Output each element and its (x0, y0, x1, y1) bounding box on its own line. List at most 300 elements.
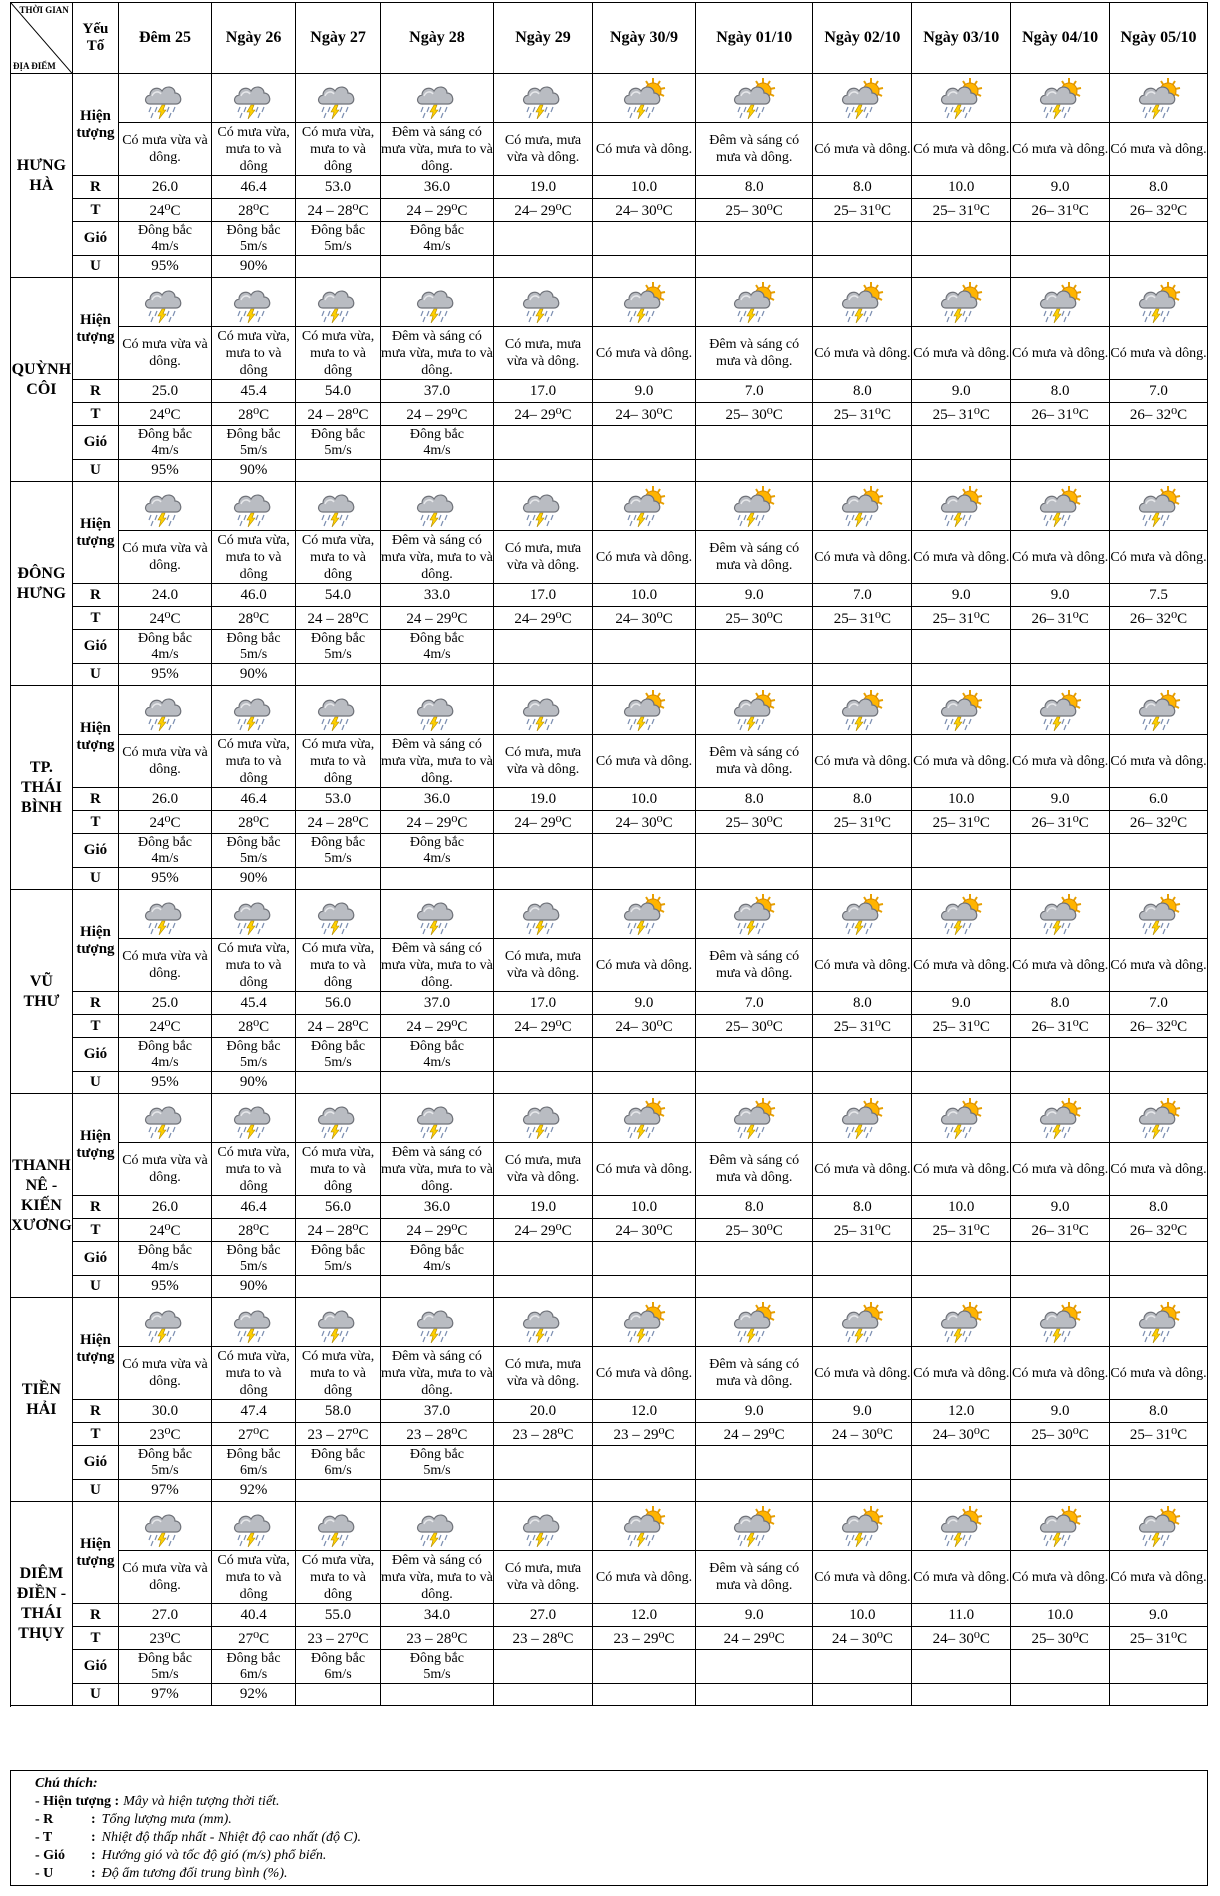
wind-cell-0 (119, 222, 212, 256)
legend (10, 1770, 1208, 1886)
sun-storm-icon (937, 280, 985, 324)
icon-cell-4 (494, 890, 593, 939)
icon-cell-0 (119, 1298, 212, 1347)
wind-speed: 4m/s (151, 1054, 179, 1070)
loc-5-temp-row (11, 1219, 1208, 1242)
icon-cell-8 (912, 74, 1011, 123)
wind-cell-1 (211, 834, 295, 868)
desc-cell-4: Có mưa, mưa vừa và dông. (494, 735, 593, 788)
sun-storm-icon (730, 76, 778, 120)
desc-cell-5: Có mưa và dông. (592, 1551, 695, 1604)
loc-6-humidity-row (11, 1480, 1208, 1502)
rain-cell-4: 17.0 (494, 584, 593, 607)
rain-cell-8: 10.0 (912, 176, 1011, 199)
wind-direction: Đông bắc (409, 1242, 464, 1258)
wind-cell-0 (119, 630, 212, 664)
icon-cell-0 (119, 278, 212, 327)
wind-speed: 6m/s (239, 1666, 268, 1682)
rain-storm-icon (413, 484, 461, 528)
rain-cell-6: 9.0 (695, 1604, 812, 1627)
rain-cell-9: 8.0 (1011, 380, 1110, 403)
wind-cell-8 (912, 1038, 1011, 1072)
rain-storm-icon (141, 76, 189, 120)
desc-cell-2: Có mưa vừa, mưa to và dông (296, 939, 380, 992)
temp-cell-10: 26– 32⁰C (1110, 607, 1208, 630)
loc-4-temp-row (11, 1015, 1208, 1038)
legend-key: - Hiện tượng : (35, 1794, 120, 1809)
icon-cell-3 (380, 1502, 493, 1551)
desc-cell-6: Đêm và sáng có mưa và dông. (695, 1347, 812, 1400)
desc-cell-8: Có mưa và dông. (912, 1551, 1011, 1604)
sun-storm-icon (620, 76, 668, 120)
temp-cell-3: 23 – 28⁰C (380, 1627, 493, 1650)
humidity-cell-6 (695, 1072, 812, 1094)
icon-cell-1 (211, 1298, 295, 1347)
rain-cell-1: 45.4 (211, 992, 295, 1015)
humidity-cell-4 (494, 1072, 593, 1094)
wind-speed: 4m/s (423, 238, 451, 254)
icon-cell-0 (119, 1502, 212, 1551)
desc-cell-5: Có mưa và dông. (592, 123, 695, 176)
desc-cell-2: Có mưa vừa, mưa to và dông (296, 1551, 380, 1604)
icon-cell-7 (813, 1298, 912, 1347)
icon-cell-0 (119, 686, 212, 735)
wind-speed: 4m/s (423, 850, 451, 866)
legend-items (35, 1793, 1207, 1883)
sun-storm-icon (620, 280, 668, 324)
icon-cell-3 (380, 278, 493, 327)
sun-storm-icon (730, 688, 778, 732)
desc-cell-3: Đêm và sáng có mưa vừa, mưa to và dông. (381, 1552, 493, 1602)
loc-0-temp-row (11, 199, 1208, 222)
wind-cell-2 (296, 1446, 380, 1480)
day-header-4: Ngày 29 (494, 3, 593, 74)
sun-storm-icon (937, 76, 985, 120)
humidity-cell-10 (1110, 868, 1208, 890)
temp-cell-5: 23 – 29⁰C (592, 1423, 695, 1446)
temp-cell-7: 25– 31⁰C (813, 1015, 912, 1038)
temp-cell-6: 25– 30⁰C (695, 1219, 812, 1242)
loc-1-desc-row (11, 327, 1208, 380)
temp-cell-2: 24 – 28⁰C (296, 403, 380, 426)
label-hien-tuong: Hiện tượng (72, 1502, 118, 1604)
rain-cell-8: 12.0 (912, 1400, 1011, 1423)
humidity-cell-1: 90% (211, 1072, 295, 1094)
loc-2-rain-row (11, 584, 1208, 607)
desc-cell-4: Có mưa, mưa vừa và dông. (494, 327, 593, 380)
wind-speed: 5m/s (324, 238, 352, 254)
icon-cell-4 (494, 1502, 593, 1551)
rain-storm-icon (230, 1096, 278, 1140)
wind-cell-2 (296, 630, 380, 664)
humidity-cell-4 (494, 868, 593, 890)
icon-cell-5 (592, 1502, 695, 1551)
temp-cell-3: 24 – 29⁰C (380, 1219, 493, 1242)
icon-cell-1 (211, 1094, 295, 1143)
humidity-cell-0: 97% (119, 1480, 212, 1502)
humidity-cell-0: 95% (119, 868, 212, 890)
desc-cell-10: Có mưa và dông. (1110, 531, 1208, 584)
wind-direction: Đông bắc (226, 1650, 281, 1666)
icon-cell-10 (1110, 278, 1208, 327)
sun-storm-icon (620, 1096, 668, 1140)
legend-key: - U (35, 1866, 54, 1881)
rain-cell-7: 8.0 (813, 176, 912, 199)
humidity-cell-1: 90% (211, 1276, 295, 1298)
temp-cell-3: 24 – 29⁰C (380, 1015, 493, 1038)
desc-cell-9: Có mưa và dông. (1011, 1143, 1110, 1196)
sun-storm-icon (937, 688, 985, 732)
rain-cell-3: 34.0 (380, 1604, 493, 1627)
label-hien-tuong: Hiện tượng (72, 890, 118, 992)
desc-cell-1: Có mưa vừa, mưa to và dông (211, 1143, 295, 1196)
desc-cell-1: Có mưa vừa, mưa to và dông (211, 1551, 295, 1604)
wind-cell-9 (1011, 630, 1110, 664)
rain-storm-icon (230, 76, 278, 120)
desc-cell-0: Có mưa vừa và dông. (119, 735, 212, 788)
rain-cell-9: 9.0 (1011, 584, 1110, 607)
rain-storm-icon (413, 1096, 461, 1140)
temp-cell-4: 23 – 28⁰C (494, 1423, 593, 1446)
desc-cell-8: Có mưa và dông. (912, 735, 1011, 788)
desc-cell-9: Có mưa và dông. (1011, 531, 1110, 584)
desc-cell-6: Đêm và sáng có mưa và dông. (695, 531, 812, 584)
desc-cell-1: Có mưa vừa, mưa to và dông (211, 327, 295, 380)
humidity-cell-3 (380, 664, 493, 686)
wind-cell-1 (211, 1446, 295, 1480)
temp-cell-6: 24 – 29⁰C (695, 1423, 812, 1446)
wind-cell-5 (592, 630, 695, 664)
wind-cell-2 (296, 426, 380, 460)
temp-cell-9: 26– 31⁰C (1011, 1015, 1110, 1038)
desc-cell-3: Đêm và sáng có mưa vừa, mưa to và dông. (381, 532, 493, 582)
desc-cell-10: Có mưa và dông. (1110, 1551, 1208, 1604)
wind-direction: Đông bắc (137, 222, 193, 238)
humidity-cell-7 (813, 1684, 912, 1706)
loc-0-wind-row (11, 222, 1208, 256)
desc-cell-5: Có mưa và dông. (592, 327, 695, 380)
desc-cell-1: Có mưa vừa, mưa to và dông (211, 123, 295, 176)
rain-storm-icon (314, 1096, 362, 1140)
rain-cell-0: 27.0 (119, 1604, 212, 1627)
sun-storm-icon (937, 1300, 985, 1344)
wind-cell-7 (813, 222, 912, 256)
rain-cell-4: 17.0 (494, 380, 593, 403)
humidity-cell-3 (380, 1684, 493, 1706)
humidity-cell-9 (1011, 1276, 1110, 1298)
wind-cell-3 (380, 426, 493, 460)
rain-cell-5: 10.0 (592, 1196, 695, 1219)
desc-cell-4: Có mưa, mưa vừa và dông. (494, 1143, 593, 1196)
icon-cell-0 (119, 1094, 212, 1143)
rain-cell-0: 25.0 (119, 380, 212, 403)
rain-cell-6: 8.0 (695, 788, 812, 811)
wind-direction: Đông bắc (137, 834, 193, 850)
wind-cell-9 (1011, 1446, 1110, 1480)
desc-cell-7: Có mưa và dông. (813, 939, 912, 992)
legend-item-2 (35, 1829, 1207, 1847)
rain-cell-0: 26.0 (119, 1196, 212, 1219)
desc-cell-0: Có mưa vừa và dông. (119, 1143, 212, 1196)
humidity-cell-2 (296, 868, 380, 890)
rain-cell-10: 7.0 (1110, 992, 1208, 1015)
desc-cell-5: Có mưa và dông. (592, 735, 695, 788)
label-r: R (72, 176, 118, 199)
humidity-cell-10 (1110, 1276, 1208, 1298)
sun-storm-icon (620, 892, 668, 936)
icon-cell-2 (296, 482, 380, 531)
icon-cell-2 (296, 1502, 380, 1551)
wind-cell-9 (1011, 1650, 1110, 1684)
temp-cell-1: 28⁰C (211, 199, 295, 222)
temp-cell-1: 28⁰C (211, 811, 295, 834)
icon-cell-3 (380, 1094, 493, 1143)
day-header-0: Đêm 25 (119, 3, 212, 74)
temp-cell-2: 23 – 27⁰C (296, 1627, 380, 1650)
desc-cell-5: Có mưa và dông. (592, 939, 695, 992)
legend-key: - Gió (35, 1848, 65, 1863)
humidity-cell-5 (592, 1276, 695, 1298)
temp-cell-9: 26– 31⁰C (1011, 403, 1110, 426)
wind-speed: 4m/s (151, 442, 179, 458)
sun-storm-icon (838, 280, 886, 324)
label-u: U (72, 868, 118, 890)
desc-cell-0: Có mưa vừa và dông. (119, 939, 212, 992)
desc-cell-7: Có mưa và dông. (813, 123, 912, 176)
icon-cell-2 (296, 890, 380, 939)
loc-6-wind-row (11, 1446, 1208, 1480)
temp-cell-10: 25– 31⁰C (1110, 1627, 1208, 1650)
humidity-cell-2 (296, 664, 380, 686)
rain-storm-icon (314, 280, 362, 324)
wind-cell-1 (211, 630, 295, 664)
label-r: R (72, 1400, 118, 1423)
loc-1-humidity-row (11, 460, 1208, 482)
humidity-cell-2 (296, 1072, 380, 1094)
label-t: T (72, 199, 118, 222)
label-gio: Gió (72, 834, 118, 868)
rain-cell-7: 10.0 (813, 1604, 912, 1627)
icon-cell-3 (380, 74, 493, 123)
location-name: THANH NÊ - KIẾN XƯƠNG (11, 1094, 73, 1298)
wind-cell-2 (296, 222, 380, 256)
wind-cell-8 (912, 426, 1011, 460)
sun-storm-icon (1036, 1096, 1084, 1140)
rain-storm-icon (141, 892, 189, 936)
temp-cell-6: 24 – 29⁰C (695, 1627, 812, 1650)
wind-direction: Đông bắc (409, 1650, 464, 1666)
rain-cell-8: 9.0 (912, 992, 1011, 1015)
rain-cell-5: 12.0 (592, 1604, 695, 1627)
sun-storm-icon (620, 484, 668, 528)
wind-direction: Đông bắc (137, 426, 193, 442)
rain-cell-5: 9.0 (592, 992, 695, 1015)
sun-storm-icon (1135, 892, 1183, 936)
wind-cell-6 (695, 1242, 812, 1276)
wind-direction: Đông bắc (311, 1650, 366, 1666)
temp-cell-3: 24 – 29⁰C (380, 403, 493, 426)
desc-cell-6: Đêm và sáng có mưa và dông. (695, 939, 812, 992)
temp-cell-9: 26– 31⁰C (1011, 199, 1110, 222)
wind-speed: 4m/s (151, 646, 179, 662)
sun-storm-icon (1036, 76, 1084, 120)
rain-storm-icon (141, 688, 189, 732)
location-name: ĐÔNG HƯNG (11, 482, 73, 686)
icon-cell-1 (211, 74, 295, 123)
icon-cell-7 (813, 686, 912, 735)
rain-cell-6: 7.0 (695, 380, 812, 403)
humidity-cell-9 (1011, 460, 1110, 482)
label-u: U (72, 1276, 118, 1298)
humidity-cell-6 (695, 1684, 812, 1706)
humidity-cell-5 (592, 664, 695, 686)
icon-cell-6 (695, 74, 812, 123)
rain-cell-7: 8.0 (813, 380, 912, 403)
wind-cell-6 (695, 1446, 812, 1480)
loc-2-temp-row (11, 607, 1208, 630)
humidity-cell-1: 90% (211, 868, 295, 890)
humidity-cell-9 (1011, 1684, 1110, 1706)
temp-cell-8: 25– 31⁰C (912, 811, 1011, 834)
wind-cell-7 (813, 834, 912, 868)
desc-cell-1: Có mưa vừa, mưa to và dông (211, 939, 295, 992)
humidity-cell-4 (494, 1684, 593, 1706)
rain-storm-icon (230, 1300, 278, 1344)
desc-cell-5: Có mưa và dông. (592, 1347, 695, 1400)
wind-cell-8 (912, 222, 1011, 256)
rain-cell-0: 25.0 (119, 992, 212, 1015)
temp-cell-4: 24– 29⁰C (494, 199, 593, 222)
sun-storm-icon (730, 1504, 778, 1548)
icon-cell-9 (1011, 278, 1110, 327)
temp-cell-4: 24– 29⁰C (494, 1219, 593, 1242)
legend-desc: Độ ẩm tương đối trung bình (%). (101, 1866, 288, 1881)
temp-cell-8: 25– 31⁰C (912, 1219, 1011, 1242)
icon-cell-5 (592, 482, 695, 531)
wind-cell-8 (912, 834, 1011, 868)
label-gio: Gió (72, 222, 118, 256)
wind-direction: Đông bắc (226, 1446, 281, 1462)
wind-direction: Đông bắc (409, 1446, 464, 1462)
wind-direction: Đông bắc (226, 834, 281, 850)
label-u: U (72, 256, 118, 278)
rain-cell-8: 10.0 (912, 788, 1011, 811)
icon-cell-0 (119, 482, 212, 531)
forecast-table (10, 2, 1208, 1706)
desc-cell-9: Có mưa và dông. (1011, 939, 1110, 992)
loc-0-humidity-row (11, 256, 1208, 278)
humidity-cell-7 (813, 1480, 912, 1502)
rain-storm-icon (230, 892, 278, 936)
day-header-6: Ngày 01/10 (695, 3, 812, 74)
icon-cell-9 (1011, 482, 1110, 531)
day-header-1: Ngày 26 (211, 3, 295, 74)
label-u: U (72, 460, 118, 482)
temp-cell-0: 24⁰C (119, 1219, 212, 1242)
temp-cell-8: 24– 30⁰C (912, 1423, 1011, 1446)
desc-cell-7: Có mưa và dông. (813, 531, 912, 584)
rain-cell-7: 8.0 (813, 992, 912, 1015)
temp-cell-4: 24– 29⁰C (494, 811, 593, 834)
label-gio: Gió (72, 1038, 118, 1072)
label-t: T (72, 607, 118, 630)
rain-storm-icon (413, 892, 461, 936)
wind-direction: Đông bắc (311, 630, 366, 646)
humidity-cell-3 (380, 460, 493, 482)
wind-cell-5 (592, 1038, 695, 1072)
temp-cell-2: 24 – 28⁰C (296, 811, 380, 834)
wind-cell-5 (592, 426, 695, 460)
desc-cell-6: Đêm và sáng có mưa và dông. (695, 1143, 812, 1196)
temp-cell-5: 23 – 29⁰C (592, 1627, 695, 1650)
label-hien-tuong: Hiện tượng (72, 1094, 118, 1196)
legend-item-0 (35, 1793, 1207, 1811)
icon-cell-4 (494, 686, 593, 735)
loc-6-rain-row (11, 1400, 1208, 1423)
wind-cell-10 (1110, 1446, 1208, 1480)
rain-cell-1: 46.4 (211, 788, 295, 811)
loc-3-temp-row (11, 811, 1208, 834)
label-r: R (72, 380, 118, 403)
loc-6-icon-row (11, 1298, 1208, 1347)
rain-cell-10: 9.0 (1110, 1604, 1208, 1627)
desc-cell-1: Có mưa vừa, mưa to và dông (211, 531, 295, 584)
loc-7-rain-row (11, 1604, 1208, 1627)
desc-cell-3: Đêm và sáng có mưa vừa, mưa to và dông. (381, 736, 493, 786)
temp-cell-7: 24 – 30⁰C (813, 1627, 912, 1650)
desc-cell-6: Đêm và sáng có mưa và dông. (695, 735, 812, 788)
desc-cell-9: Có mưa và dông. (1011, 735, 1110, 788)
rain-cell-4: 19.0 (494, 176, 593, 199)
icon-cell-8 (912, 278, 1011, 327)
rain-cell-2: 55.0 (296, 1604, 380, 1627)
wind-cell-7 (813, 630, 912, 664)
loc-7-humidity-row (11, 1684, 1208, 1706)
rain-storm-icon (519, 892, 567, 936)
desc-cell-10: Có mưa và dông. (1110, 1143, 1208, 1196)
label-r: R (72, 992, 118, 1015)
temp-cell-9: 26– 31⁰C (1011, 1219, 1110, 1242)
temp-cell-2: 23 – 27⁰C (296, 1423, 380, 1446)
humidity-cell-8 (912, 664, 1011, 686)
rain-storm-icon (413, 76, 461, 120)
temp-cell-9: 26– 31⁰C (1011, 811, 1110, 834)
label-gio: Gió (72, 1242, 118, 1276)
humidity-cell-3 (380, 1480, 493, 1502)
icon-cell-3 (380, 482, 493, 531)
desc-cell-8: Có mưa và dông. (912, 123, 1011, 176)
temp-cell-10: 26– 32⁰C (1110, 403, 1208, 426)
humidity-cell-2 (296, 1276, 380, 1298)
legend-desc: Hướng gió và tốc độ gió (m/s) phổ biến. (101, 1848, 327, 1863)
desc-cell-1: Có mưa vừa, mưa to và dông (211, 735, 295, 788)
sun-storm-icon (937, 1096, 985, 1140)
label-hien-tuong: Hiện tượng (72, 278, 118, 380)
wind-cell-4 (494, 834, 593, 868)
temp-cell-3: 23 – 28⁰C (380, 1423, 493, 1446)
wind-cell-3 (380, 834, 493, 868)
temp-cell-8: 25– 31⁰C (912, 1015, 1011, 1038)
humidity-cell-3 (380, 256, 493, 278)
humidity-cell-1: 90% (211, 256, 295, 278)
legend-sep: : (91, 1848, 96, 1863)
temp-cell-4: 23 – 28⁰C (494, 1627, 593, 1650)
rain-storm-icon (230, 688, 278, 732)
icon-cell-8 (912, 686, 1011, 735)
desc-cell-8: Có mưa và dông. (912, 327, 1011, 380)
icon-cell-8 (912, 890, 1011, 939)
humidity-cell-7 (813, 868, 912, 890)
